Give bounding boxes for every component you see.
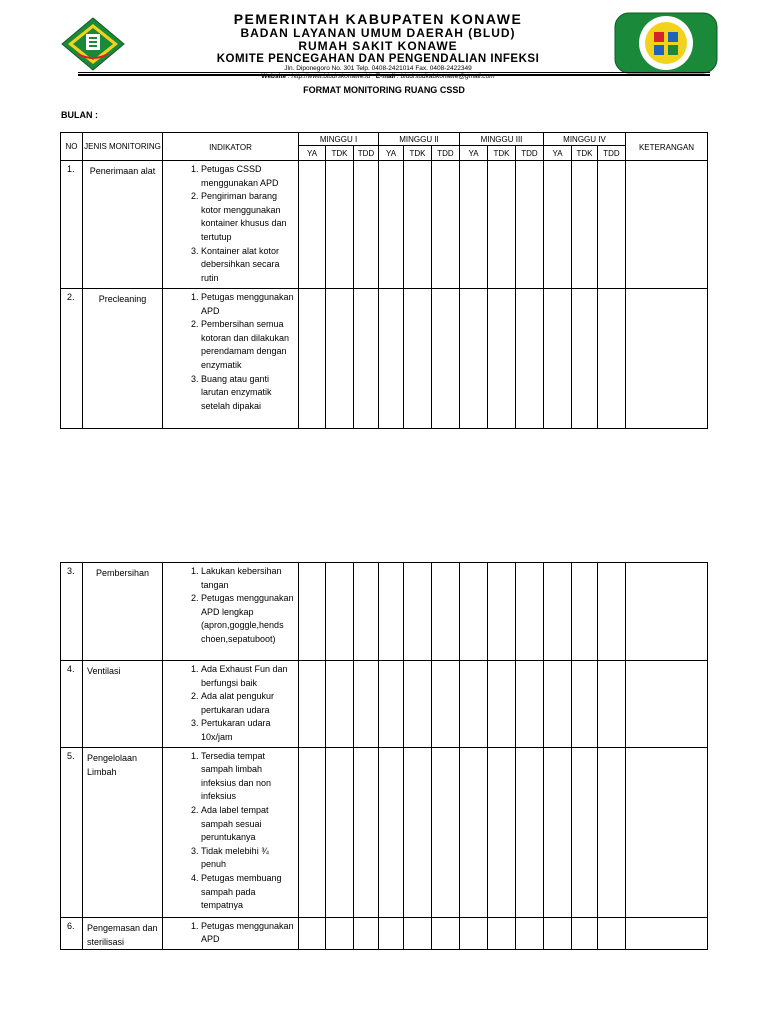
check-cell[interactable] bbox=[598, 563, 626, 661]
letterhead bbox=[58, 11, 718, 80]
monitoring-type: Precleaning bbox=[83, 289, 163, 429]
sub-tdk: TDK bbox=[572, 146, 598, 161]
check-cell[interactable] bbox=[544, 917, 572, 949]
table-row bbox=[61, 747, 708, 917]
sub-tdd: TDD bbox=[354, 146, 379, 161]
check-cell[interactable] bbox=[379, 289, 404, 429]
row-number: 5. bbox=[61, 747, 83, 917]
check-cell[interactable] bbox=[432, 661, 460, 748]
indicator-item: 3. Pertukaran udara 10x/jam bbox=[201, 717, 296, 744]
check-cell[interactable] bbox=[544, 563, 572, 661]
monitoring-type: Pengemasan dan sterilisasi bbox=[83, 917, 163, 949]
indicator-item: 1. Petugas CSSD menggunakan APD bbox=[201, 163, 296, 190]
col-week-4-header: MINGGU IV bbox=[544, 133, 626, 146]
check-cell[interactable] bbox=[488, 661, 516, 748]
sub-tdk: TDK bbox=[404, 146, 432, 161]
check-cell[interactable] bbox=[488, 563, 516, 661]
indicator-item: 2. Petugas menggunakan APD lengkap (apron,goggle,hends choen,sepatuboot) bbox=[201, 592, 296, 646]
check-cell[interactable] bbox=[460, 747, 488, 917]
check-cell[interactable] bbox=[432, 917, 460, 949]
indicator-list bbox=[163, 289, 299, 429]
check-cell[interactable] bbox=[572, 917, 598, 949]
agency-name: BADAN LAYANAN UMUM DAERAH (BLUD) bbox=[240, 26, 516, 40]
month-label: BULAN : bbox=[61, 110, 98, 120]
row-number: 3. bbox=[61, 563, 83, 661]
check-cell[interactable] bbox=[326, 747, 354, 917]
row-number: 4. bbox=[61, 661, 83, 748]
check-cell[interactable] bbox=[572, 747, 598, 917]
monitoring-type: Pembersihan bbox=[83, 563, 163, 661]
check-cell[interactable] bbox=[516, 917, 544, 949]
sub-tdd: TDD bbox=[598, 146, 626, 161]
col-week-1-header: MINGGU I bbox=[299, 133, 379, 146]
check-cell[interactable] bbox=[299, 661, 326, 748]
email-link[interactable]: : bludrsudkabkonawe@gmail.com bbox=[397, 73, 495, 80]
check-cell[interactable] bbox=[379, 747, 404, 917]
indicator-list bbox=[163, 661, 299, 748]
check-cell[interactable] bbox=[326, 917, 354, 949]
check-cell[interactable] bbox=[598, 747, 626, 917]
check-cell[interactable] bbox=[460, 161, 488, 289]
check-cell[interactable] bbox=[299, 289, 326, 429]
monitoring-type: Penerimaan alat bbox=[83, 161, 163, 289]
monitoring-type: Ventilasi bbox=[83, 661, 163, 748]
check-cell[interactable] bbox=[404, 747, 432, 917]
check-cell[interactable] bbox=[299, 161, 326, 289]
check-cell[interactable] bbox=[488, 917, 516, 949]
check-cell[interactable] bbox=[516, 747, 544, 917]
check-cell[interactable] bbox=[404, 161, 432, 289]
row-number: 2. bbox=[61, 289, 83, 429]
check-cell[interactable] bbox=[598, 917, 626, 949]
indicator-item: 2. Pembersihan semua kotoran dan dilakukan perendamam dengan enzymatik bbox=[201, 318, 296, 372]
sub-tdk: TDK bbox=[326, 146, 354, 161]
indicator-item: 1. Petugas menggunakan APD bbox=[201, 920, 296, 947]
check-cell[interactable] bbox=[598, 661, 626, 748]
monitoring-table-1 bbox=[60, 132, 708, 429]
indicator-item: 2. Ada label tempat sampah sesuai peruntukanya bbox=[201, 804, 296, 845]
letterhead-text bbox=[148, 12, 608, 81]
table-row bbox=[61, 917, 708, 949]
check-cell[interactable] bbox=[432, 161, 460, 289]
header-rule-thick bbox=[78, 74, 710, 76]
indicator-item: 2. Ada alat pengukur pertukaran udara bbox=[201, 690, 296, 717]
indicator-item: 1. Petugas menggunakan APD bbox=[201, 291, 296, 318]
sub-tdk: TDK bbox=[488, 146, 516, 161]
check-cell[interactable] bbox=[598, 161, 626, 289]
indicator-item: 3. Kontainer alat kotor debersihkan secara rutin bbox=[201, 245, 296, 286]
sub-ya: YA bbox=[460, 146, 488, 161]
blud-hospital-logo-icon bbox=[614, 12, 718, 74]
check-cell[interactable] bbox=[432, 747, 460, 917]
check-cell[interactable] bbox=[488, 289, 516, 429]
check-cell[interactable] bbox=[326, 289, 354, 429]
check-cell[interactable] bbox=[598, 289, 626, 429]
col-week-3-header: MINGGU III bbox=[460, 133, 544, 146]
committee-name: KOMITE PENCEGAHAN DAN PENGENDALIAN INFEKSI bbox=[216, 53, 540, 65]
check-cell[interactable] bbox=[572, 661, 598, 748]
check-cell[interactable] bbox=[354, 917, 379, 949]
monitoring-type: Pengelolaan Limbah bbox=[83, 747, 163, 917]
remarks-cell[interactable] bbox=[626, 661, 708, 748]
check-cell[interactable] bbox=[432, 563, 460, 661]
check-cell[interactable] bbox=[572, 289, 598, 429]
table-row bbox=[61, 289, 708, 429]
monitoring-table-2 bbox=[60, 562, 708, 950]
sub-tdd: TDD bbox=[516, 146, 544, 161]
indicator-item: 1. Ada Exhaust Fun dan berfungsi baik bbox=[201, 663, 296, 690]
check-cell[interactable] bbox=[354, 563, 379, 661]
check-cell[interactable] bbox=[544, 161, 572, 289]
row-number: 1. bbox=[61, 161, 83, 289]
hospital-name: RUMAH SAKIT KONAWE bbox=[298, 39, 458, 53]
check-cell[interactable] bbox=[326, 161, 354, 289]
check-cell[interactable] bbox=[460, 917, 488, 949]
check-cell[interactable] bbox=[460, 661, 488, 748]
indicator-list bbox=[163, 563, 299, 661]
indicator-item: 3. Tidak melebihi ¾ penuh bbox=[201, 845, 296, 872]
indicator-list bbox=[163, 161, 299, 289]
check-cell[interactable] bbox=[544, 661, 572, 748]
check-cell[interactable] bbox=[488, 161, 516, 289]
check-cell[interactable] bbox=[354, 747, 379, 917]
website-link[interactable]: : http://www.bludrskonawe.id bbox=[287, 73, 371, 80]
indicator-item: 2. Pengiriman barang kotor menggunakan kontainer khusus dan tertutup bbox=[201, 190, 296, 244]
check-cell[interactable] bbox=[379, 661, 404, 748]
indicator-item: 1. Tersedia tempat sampah limbah infeksius dan non infeksius bbox=[201, 750, 296, 804]
col-week-2-header: MINGGU II bbox=[379, 133, 460, 146]
table-row bbox=[61, 161, 708, 289]
check-cell[interactable] bbox=[572, 161, 598, 289]
sub-ya: YA bbox=[544, 146, 572, 161]
check-cell[interactable] bbox=[516, 289, 544, 429]
check-cell[interactable] bbox=[516, 563, 544, 661]
check-cell[interactable] bbox=[404, 661, 432, 748]
col-indikator-header: INDIKATOR bbox=[163, 133, 299, 161]
konawe-regency-logo-icon bbox=[60, 16, 126, 72]
check-cell[interactable] bbox=[404, 563, 432, 661]
document-title: FORMAT MONITORING RUANG CSSD bbox=[303, 85, 465, 95]
col-jenis-header: JENIS MONITORING bbox=[83, 133, 163, 161]
check-cell[interactable] bbox=[516, 661, 544, 748]
check-cell[interactable] bbox=[544, 747, 572, 917]
check-cell[interactable] bbox=[516, 161, 544, 289]
remarks-cell[interactable] bbox=[626, 161, 708, 289]
header-rule-thin bbox=[78, 72, 710, 73]
indicator-item: 4. Petugas membuang sampah pada tempatnya bbox=[201, 872, 296, 913]
check-cell[interactable] bbox=[488, 747, 516, 917]
col-no-header: NO bbox=[61, 133, 83, 161]
sub-tdd: TDD bbox=[432, 146, 460, 161]
check-cell[interactable] bbox=[354, 661, 379, 748]
remarks-cell[interactable] bbox=[626, 289, 708, 429]
check-cell[interactable] bbox=[299, 917, 326, 949]
check-cell[interactable] bbox=[354, 161, 379, 289]
check-cell[interactable] bbox=[354, 289, 379, 429]
indicator-list bbox=[163, 917, 299, 949]
check-cell[interactable] bbox=[379, 563, 404, 661]
remarks-cell[interactable] bbox=[626, 563, 708, 661]
sub-ya: YA bbox=[379, 146, 404, 161]
check-cell[interactable] bbox=[326, 563, 354, 661]
check-cell[interactable] bbox=[404, 917, 432, 949]
check-cell[interactable] bbox=[379, 161, 404, 289]
check-cell[interactable] bbox=[379, 917, 404, 949]
remarks-cell[interactable] bbox=[626, 917, 708, 949]
sub-ya: YA bbox=[299, 146, 326, 161]
email-label: E-mail bbox=[375, 73, 396, 80]
website-label: Website bbox=[261, 73, 287, 80]
check-cell[interactable] bbox=[460, 289, 488, 429]
indicator-item: 1. Lakukan kebersihan tangan bbox=[201, 565, 296, 592]
check-cell[interactable] bbox=[544, 289, 572, 429]
check-cell[interactable] bbox=[299, 747, 326, 917]
table-row bbox=[61, 661, 708, 748]
check-cell[interactable] bbox=[432, 289, 460, 429]
row-number: 6. bbox=[61, 917, 83, 949]
check-cell[interactable] bbox=[326, 661, 354, 748]
remarks-cell[interactable] bbox=[626, 747, 708, 917]
indicator-item: 3. Buang atau ganti larutan enzymatik setelah dipakai bbox=[201, 373, 296, 414]
check-cell[interactable] bbox=[572, 563, 598, 661]
table-row bbox=[61, 563, 708, 661]
government-name: PEMERINTAH KABUPATEN KONAWE bbox=[233, 11, 523, 27]
check-cell[interactable] bbox=[460, 563, 488, 661]
address-line: Jln. Diponegoro No. 301 Telp. 0408-2421014 Fax. 0408-2422349 bbox=[284, 65, 472, 72]
check-cell[interactable] bbox=[299, 563, 326, 661]
indicator-list bbox=[163, 747, 299, 917]
col-keterangan-header: KETERANGAN bbox=[626, 133, 708, 161]
check-cell[interactable] bbox=[404, 289, 432, 429]
